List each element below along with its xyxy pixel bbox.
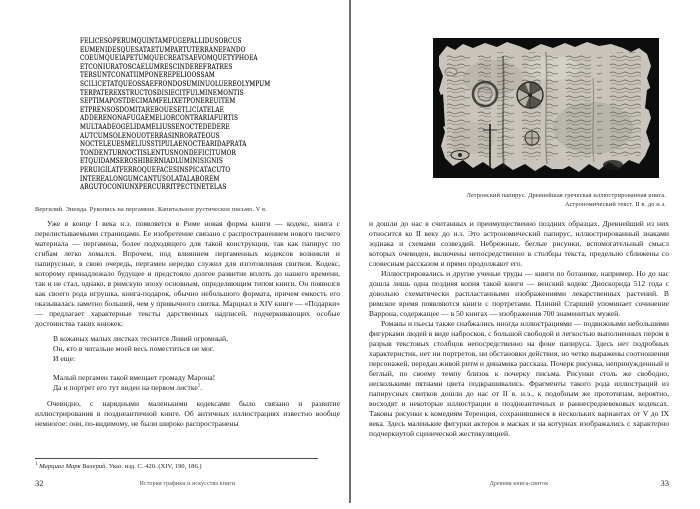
manuscript-line: AUTCUMSOLENOUOTERRASINRORATEOUS: [80, 130, 220, 140]
footnote: [35, 463, 335, 470]
figure-caption-left: Вергилий. Энеида. Рукопись на пергамене. Капитальное рустическое письмо. V в.: [35, 206, 267, 213]
manuscript-line: FELICESOPERUMQUINTAMFUGEPALLIDUSORCUS: [80, 36, 242, 45]
manuscript-line: EUMENIDESQUESATAETUMPARTUTERRANEFANDO: [80, 44, 246, 54]
manuscript-line: INTEREALONGUMCANTUSOLATALABOREM: [80, 173, 220, 183]
page-left: [0, 0, 349, 509]
paragraph: Иллюстрировались и другие ученые труды — книги по ботанике, например. Но до нас дошла лишь одна поздняя копия такой книги — венский кодекс Диоскорида 512 года с довольно схематически распластанными изображениями лекарственных растений. В римское время появляются книги с портретами. Плиний Старший упоминает сочинение Варрона, содержащее — в 50 книгах — изображения 700 знаменитых мужей.: [369, 269, 669, 318]
manuscript-line: TERSUNTCONATIIMPONEREPELIOOSSAM: [80, 70, 215, 80]
paragraph: Очевидно, с нарядными маленькими кодексами было связано и развитие иллюстрирования в позднеантичной книге. Об античных иллюстрациях известно вообще немногое: они, по-видимому, не были широко распространены: [35, 399, 340, 428]
verse-line: Малый пергамен такой вмещает громаду Марона!: [53, 373, 216, 382]
figure-caption-line: Летронский папирус. Древнейшая греческая иллюстрированная книга.: [466, 192, 666, 199]
manuscript-line: SEPTIMAPOSTDECIMAMFELIXETPONEREUITEM: [80, 96, 236, 106]
paragraph: и дошли до нас в считанных и преимущественно поздних образцах. Древнейший из них относится ко II веку до н.э. Это астрономический папирус, иллюстрированный знаками зодиака и схемами созвездий. Небрежные, беглые рисунки, вспомогательный смысл которых очевиден, включены непосредственно в столбцы текста, предельно сближены со словесным рассказом и прямо продолжают его.: [369, 219, 669, 268]
verse-quote-1: [53, 334, 340, 354]
body-text-right: [369, 219, 669, 439]
footnote-text: Указ. изд. С. 420. (XIV, 190, 186.): [107, 463, 202, 470]
body-text-left: [35, 219, 340, 429]
papyrus-photo: [433, 38, 659, 178]
verse-line: Он, кто в читальне моей весь поместиться не мог.: [53, 344, 214, 353]
verse-line: Да и портрет его тут виден на первом листке$^1$.: [53, 383, 203, 392]
page-number-left: 32: [35, 478, 44, 488]
running-head-left: История графики и искусства книги: [139, 481, 236, 487]
footnote-author: Марциал Марк Валерий.: [39, 463, 108, 470]
manuscript-line: SCILICETATQUEOSSAEFRONDOSUMINUOLUEREOLYMPUM: [80, 78, 271, 88]
manuscript-line: NOCTELEUESMELIUSSTIPULAENOCTEARIDAPRATA: [80, 139, 247, 149]
paragraph: Уже в конце I века н.э. появляется в Риме новая форма книги — кодекс, книга с перелистываемыми страницами. Ее изобретение связано с распространением нового писчего материала — пергамена, более подходящего для такой конструкции, так как папирус по сгибам легко ломался. Впрочем, под влиянием пергаменных кодексов возникли и папирусные, в свою очередь, пергамен нередко служил для изготовления свитков. Кодекс, которому принадлежало будущее и предстояло долгое развитие вплоть до нашего времени, так и не стал, однако, в римскую эпоху основным, определяющим типом книги. Он появился как своего рода игрушка, книга-подарок, обычно небольшого формата, причем емкость его оказывалась заметно большей, чем у привычного свитка. Марциал в XIV книге — «Подарки» — предлагает характерные тексты дарственных надписей, подчеркивающих особые достоинства таких книжек:: [35, 219, 340, 328]
page-right: [351, 0, 700, 509]
running-head-right: Древняя книга-свиток: [489, 481, 549, 487]
manuscript-line: ETPRENSOSDOMITAREBOUESETLICIATELAE: [80, 104, 225, 114]
papyrus-figure-image: [433, 38, 659, 178]
verse-quote-2: [53, 373, 340, 393]
manuscript-line: PERUIGILATFERROQUEFACESINSPICATACUTO: [80, 164, 231, 174]
figure-caption-line: Астрономический текст. II в. до н.э.: [564, 201, 666, 208]
page-number-right: 33: [660, 478, 669, 488]
manuscript-line: ETQUIDAMSEROSHIBERNIADLUMINISIGNIS: [80, 156, 224, 166]
manuscript-facsimile-image: [80, 36, 271, 192]
footnote-marker: 1: [35, 461, 38, 467]
footnote-rule: [35, 458, 318, 459]
manuscript-line: ADDERENONAFUGAEMELIORCONTRARIAFURTIS: [80, 113, 239, 123]
paragraph: Романы и пьесы также снабжались иногда иллюстрациями — подвижными небольшими фигурками людей в виде набросков, с большой свободой и легкостью выполненных пером в разрыв текстовых столбцов непосредственно на фоне папируса. Здесь нет подробных характеристик, нет ни портретов, ни обстановки действия, но четко выражены соотношения персонажей, передан живой ритм и динамика рассказа. Почерк рисунка, непринужденный и беглый, по своему темпу близок к почерку письма. Рисунки столь же свободно, несколькими пятнами цвета подкрашивались. Фрагменты такого рода иллюстраций из папирусных свитков дошли до нас от II в. н.э., к подобным же прототипам, вероятно, восходят и некоторые иллюстрации в позднеантичных и раннесредневековых кодексах. Таковы рисунки к комедиям Теренция, сохранившиеся в нескольких вариантах от V до IX века. Здесь маленькие фигурки актеров в масках и на котурнах изображались с характерно подчеркнутой сценической жестикуляцией.: [369, 319, 669, 438]
manuscript-line: TERPATEREXSTRUCTOSDISIECITFULMINEMONTIS: [80, 87, 244, 97]
manuscript-line: ARGUTOCONIUNXPERCURRITPECTINETELAS: [80, 182, 227, 192]
manuscript-line: COEUMQUEIAPETUMQUECREATSAEVOMQUETYPHOEA: [80, 53, 258, 63]
manuscript-line: MULTAADEOGELIDAMELIUSSENOCTEDEDERE: [80, 121, 230, 131]
manuscript-line: TONDENTURNOCTISLENTUSNONDEFICITUMOR: [80, 147, 237, 157]
manuscript-line: ETCONIURATOSCAELUMRESCINDEREFRATRES: [80, 61, 233, 71]
figure-caption-right: [401, 191, 666, 209]
interjection: И еще:: [53, 354, 76, 363]
footnote-ref: 1: [197, 383, 201, 389]
verse-line: В кожаных малых листках теснится Ливий огромный,: [53, 334, 228, 343]
